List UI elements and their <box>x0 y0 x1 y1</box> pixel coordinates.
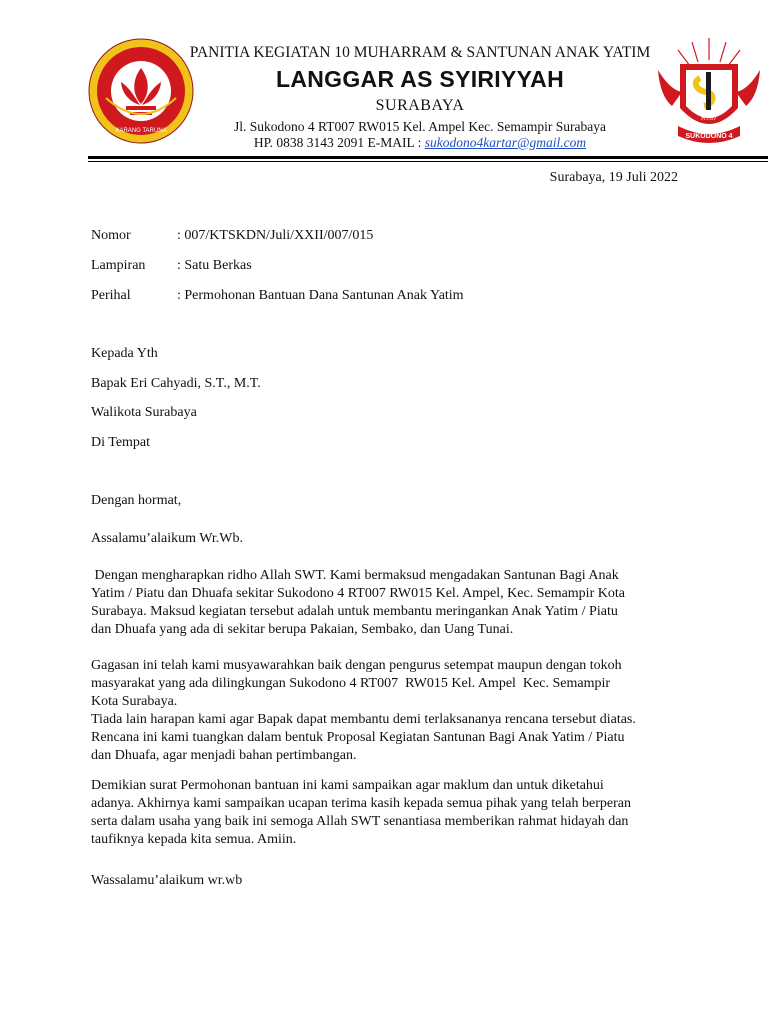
meta-lampiran <box>91 258 252 274</box>
paragraph-line: dan Dhuafa yang ada di sekitar berupa Pakaian, Sembako, dan Uang Tunai. <box>91 622 514 637</box>
header-divider-thin <box>88 161 768 162</box>
salutation: Dengan hormat, <box>91 493 182 508</box>
paragraph-line: Rencana ini kami tuangkan dalam bentuk Proposal Kegiatan Santunan Bagi Anak Yatim / Piatu <box>91 730 625 745</box>
paragraph-line: taufiknya kepada kita semua. Amiin. <box>91 832 297 847</box>
recipient-name: Bapak Eri Cahyadi, S.T., M.T. <box>91 376 261 391</box>
letter-date: Surabaya, 19 Juli 2022 <box>549 170 678 185</box>
recipient-greeting: Kepada Yth <box>91 346 158 361</box>
paragraph-line: Kota Surabaya. <box>91 694 178 709</box>
meta-perihal <box>91 288 464 304</box>
contact-line <box>160 135 680 151</box>
paragraph-line: serta dalam usaha yang baik ini semoga Allah SWT senantiasa memberikan rahmat hidayah dan <box>91 814 629 829</box>
opening-greeting: Assalamu’alaikum Wr.Wb. <box>91 531 243 546</box>
recipient-place: Di Tempat <box>91 435 151 450</box>
paragraph-line: Demikian surat Permohonan bantuan ini kami sampaikan agar maklum dan untuk diketahui <box>91 778 604 793</box>
organizer-title: PANITIA KEGIATAN 10 MUHARRAM & SANTUNAN ANAK YATIM <box>189 44 651 61</box>
logo-right-rt: RT.07 <box>701 116 717 122</box>
paragraph-line: masyarakat yang ada dilingkungan Sukodono 4 RT007 RW015 Kel. Ampel Kec. Semampir <box>91 676 611 691</box>
meta-label: Perihal <box>91 288 131 303</box>
body-paragraph-2 <box>91 657 691 765</box>
meta-value: : Permohonan Bantuan Dana Santunan Anak Yatim <box>177 288 464 303</box>
meta-nomor <box>91 228 373 244</box>
paragraph-line: Gagasan ini telah kami musyawarahkan baik dengan pengurus setempat maupun dengan tokoh <box>91 658 622 673</box>
logo-left-caption: KARANG TARUNA <box>115 128 167 134</box>
institution-name: LANGGAR AS SYIRIYYAH <box>275 66 564 92</box>
paragraph-line: Surabaya. Maksud kegiatan tersebut adalah untuk membantu meringankan Anak Yatim / Piatu <box>91 604 618 619</box>
meta-label: Lampiran <box>91 258 146 273</box>
paragraph-line: adanya. Akhirnya kami sampaikan ucapan terima kasih kepada semua pihak yang telah berperan <box>91 796 631 811</box>
meta-label: Nomor <box>91 228 131 243</box>
paragraph-line: Dengan mengharapkan ridho Allah SWT. Kami bermaksud mengadakan Santunan Bagi Anak <box>91 568 619 583</box>
closing-greeting: Wassalamu’alaikum wr.wb <box>91 873 243 888</box>
body-paragraph-3 <box>91 777 691 849</box>
meta-value: : 007/KTSKDN/Juli/XXII/007/015 <box>177 228 374 243</box>
meta-value: : Satu Berkas <box>177 258 252 273</box>
address-line: Jl. Sukodono 4 RT007 RW015 Kel. Ampel Kec. Semampir Surabaya <box>234 119 606 134</box>
city-name: SURABAYA <box>375 97 465 114</box>
paragraph-line: dan Dhuafa, agar menjadi bahan pertimbangan. <box>91 748 357 763</box>
logo-right-caption: SUKODONO 4 <box>685 133 733 140</box>
recipient-title: Walikota Surabaya <box>91 405 197 420</box>
paragraph-line: Yatim / Piatu dan Dhuafa sekitar Sukodono 4 RT007 RW015 Kel. Ampel, Kec. Semampir Kota <box>91 586 625 601</box>
phone-label: HP. 0838 3143 2091 E-MAIL : <box>253 135 425 150</box>
body-paragraph-1 <box>91 567 691 639</box>
paragraph-line: Tiada lain harapan kami agar Bapak dapat membantu demi terlaksananya rencana tersebut diatas. <box>91 712 636 727</box>
email-link[interactable]: sukodono4kartar@gmail.com <box>424 135 587 150</box>
header-divider-thick <box>88 156 768 159</box>
